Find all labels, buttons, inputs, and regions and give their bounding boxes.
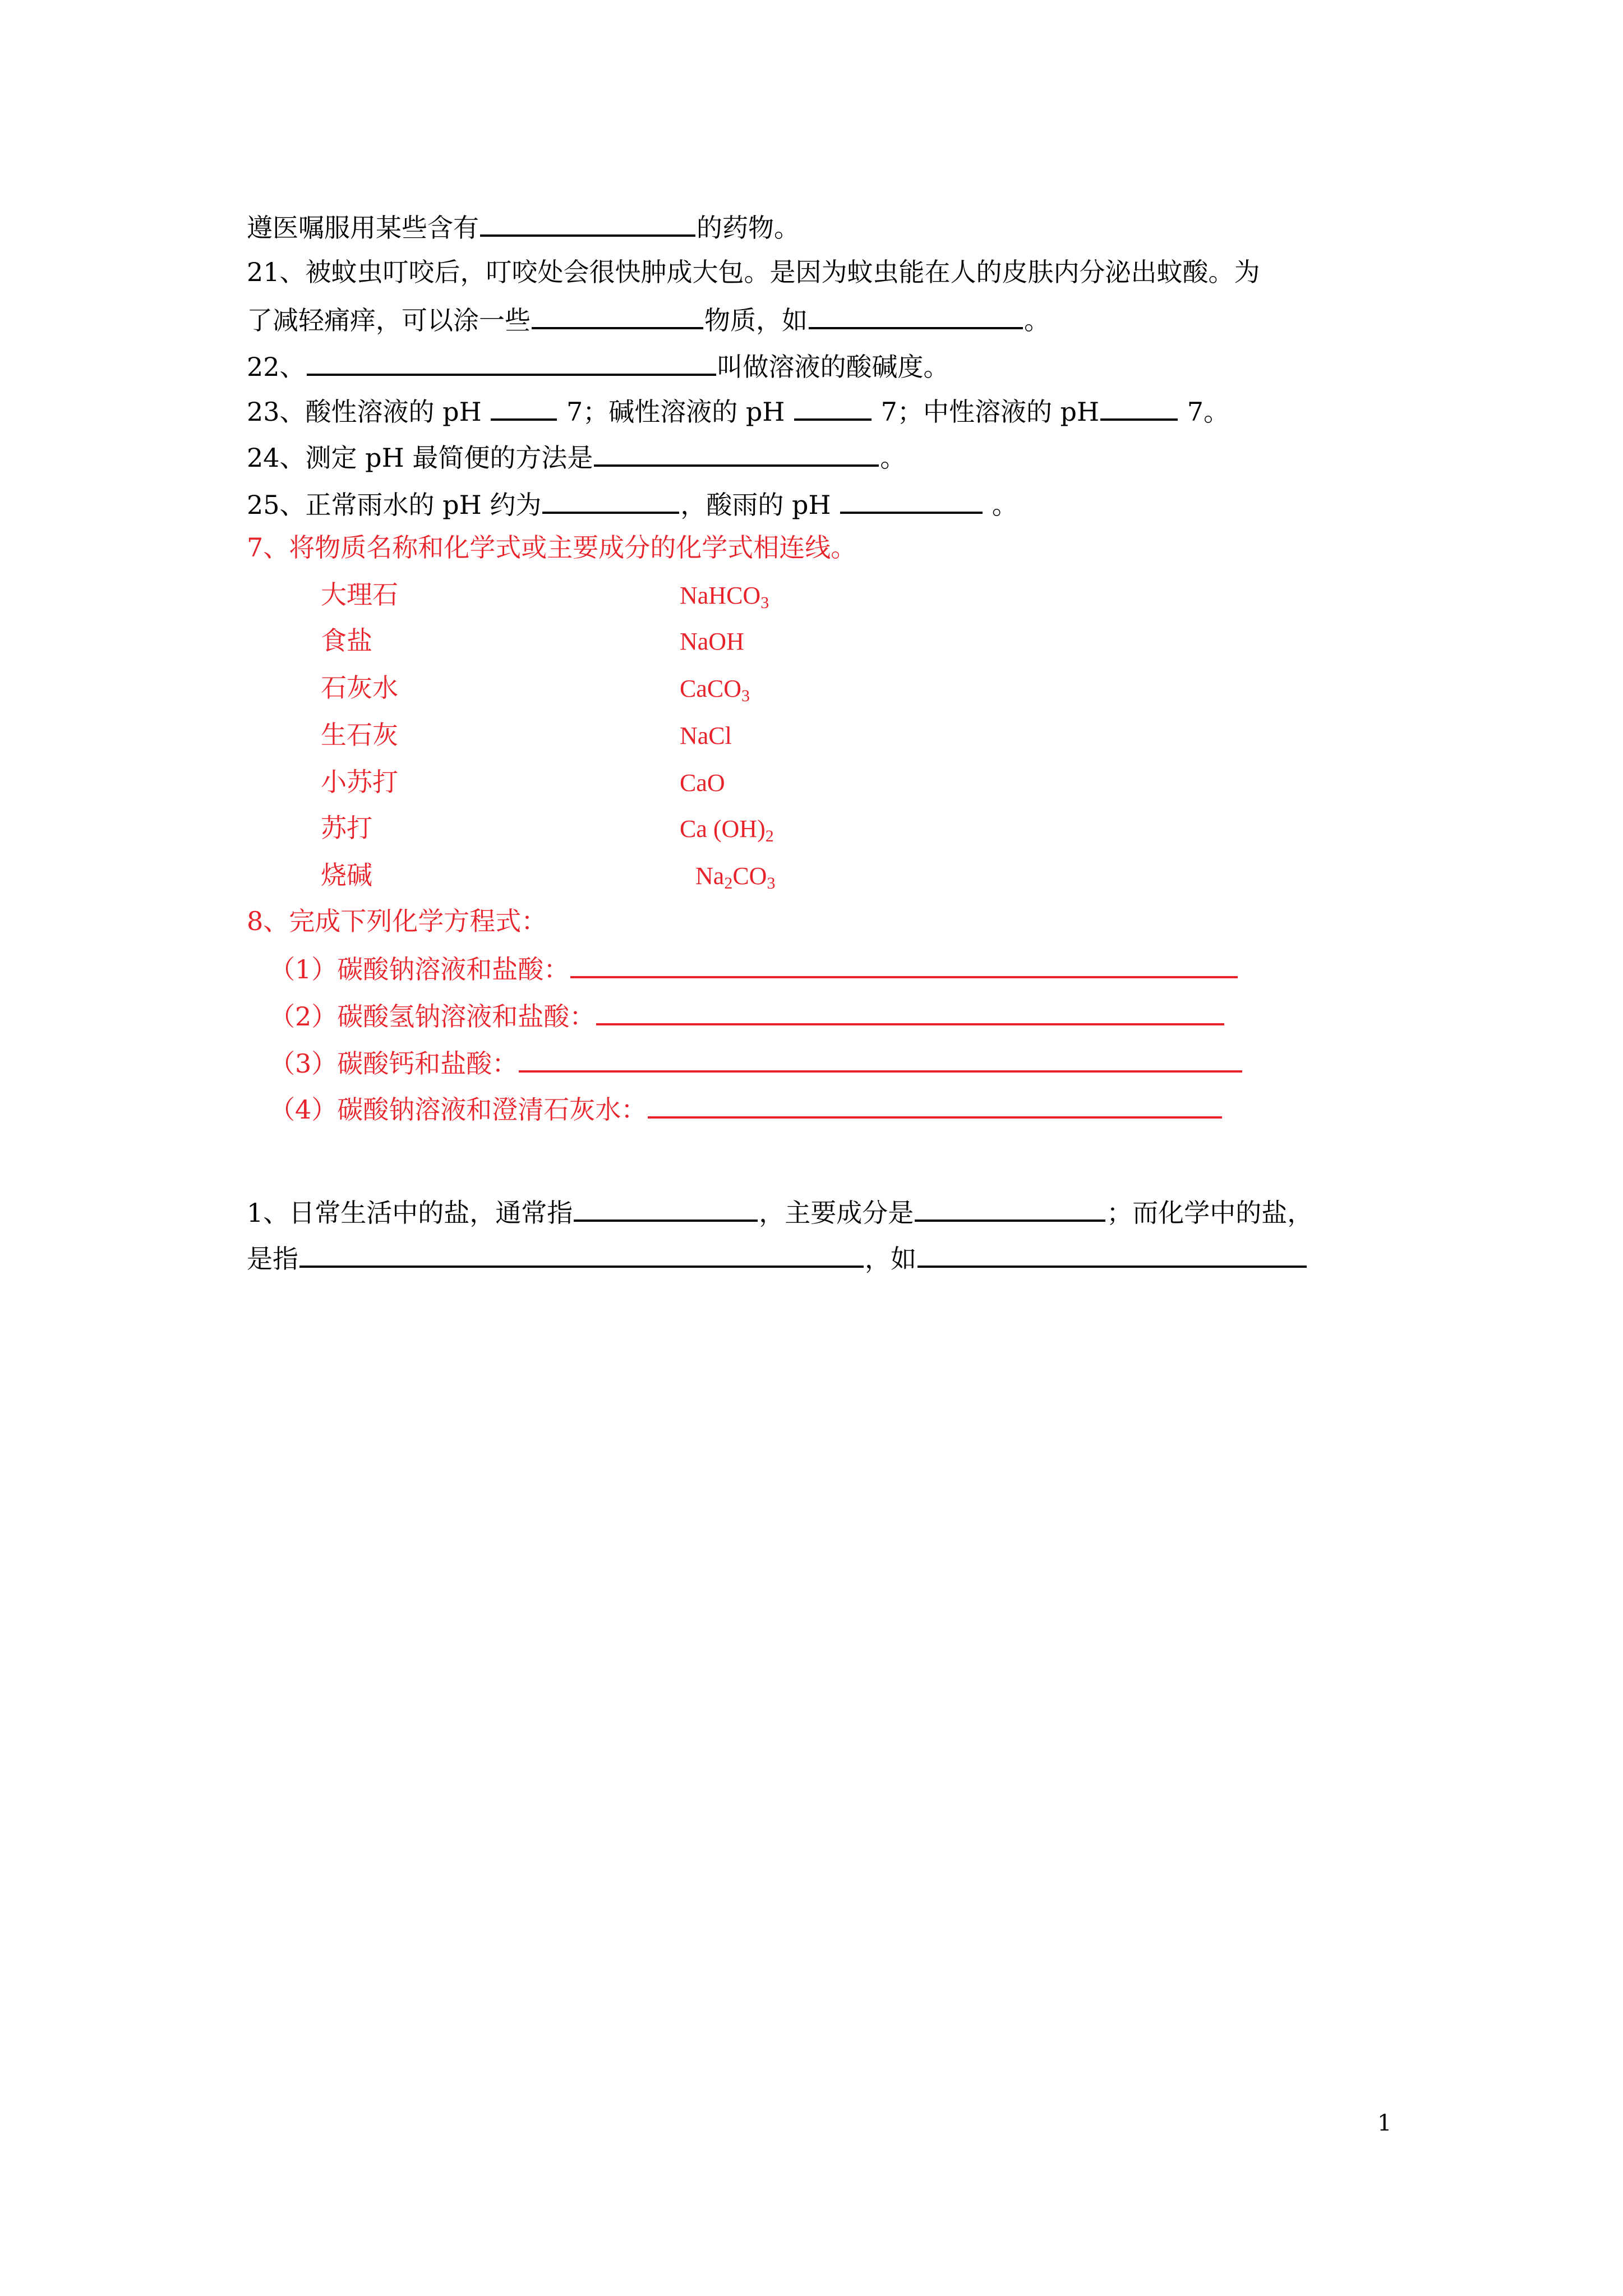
question-25: 25、正常雨水的 pH 约为 ，酸雨的 pH 。 [247, 486, 1018, 519]
equation-item-3: （3）碳酸钙和盐酸： [269, 1045, 1243, 1078]
blank-salt-definition[interactable] [299, 1240, 864, 1268]
question-21-line1: 21、被蚊虫叮咬后，叮咬处会很快肿成大包。是因为蚊虫能在人的皮肤内分泌出蚊酸。为 [247, 257, 1260, 287]
page-number: 1 [1377, 2110, 1392, 2136]
equation-item-2: （2）碳酸氢钠溶液和盐酸： [269, 997, 1225, 1031]
equation-blank-2[interactable] [596, 997, 1224, 1025]
substance-name: 小苏打 [321, 767, 398, 797]
line-medicine: 遵医嘱服用某些含有 的药物。 [247, 209, 800, 242]
substance-name: 大理石 [321, 579, 398, 610]
blank-acid-rain-ph[interactable] [840, 486, 983, 514]
blank-acid-ph[interactable] [491, 393, 557, 421]
section-8-title: 8、完成下列化学方程式： [247, 906, 547, 936]
blank-rain-ph[interactable] [542, 486, 679, 514]
blank-ph-method[interactable] [594, 439, 879, 467]
question-23: 23、酸性溶液的 pH 7；碱性溶液的 pH 7；中性溶液的 pH 7。 [247, 393, 1229, 426]
question-24: 24、测定 pH 最简便的方法是 。 [247, 439, 906, 472]
formula: Ca $(OH)_2$ [680, 815, 774, 845]
blank-base-ph[interactable] [794, 393, 872, 421]
formula: $Na_2CO_3$ [695, 862, 776, 892]
formula: CaCO$_3$ [680, 675, 750, 705]
blank-medicine[interactable] [480, 209, 695, 237]
blank-main-component[interactable] [915, 1194, 1105, 1222]
substance-name: 苏打 [321, 813, 372, 843]
equation-item-4: （4）碳酸钠溶液和澄清石灰水： [269, 1091, 1223, 1124]
section-7-title: 7、将物质名称和化学式或主要成分的化学式相连线。 [247, 532, 857, 563]
equation-blank-3[interactable] [519, 1045, 1242, 1073]
substance-name: 石灰水 [321, 673, 398, 703]
line-medicine-text: 遵医嘱服用某些含有 [247, 213, 479, 243]
equation-item-1: （1）碳酸钠溶液和盐酸： [269, 950, 1239, 984]
question-21-line2: 了减轻痛痒，可以涂一些 物质，如 。 [247, 301, 1050, 335]
formula: NaCl [680, 722, 732, 749]
blank-daily-salt[interactable] [574, 1194, 758, 1222]
blank-neutral-ph[interactable] [1100, 393, 1178, 421]
equation-blank-1[interactable] [570, 950, 1238, 978]
blank-example[interactable] [809, 301, 1023, 329]
formula: NaHCO$_3$ [680, 582, 769, 612]
blank-salt-example[interactable] [917, 1240, 1307, 1268]
question-1-line1: 1、日常生活中的盐，通常指 ，主要成分是 ；而化学中的盐， [247, 1194, 1313, 1227]
blank-substance[interactable] [532, 301, 703, 329]
equation-blank-4[interactable] [648, 1091, 1222, 1119]
blank-ph-definition[interactable] [307, 348, 716, 376]
formula: NaOH [680, 628, 744, 655]
substance-name: 生石灰 [321, 720, 398, 750]
substance-name: 食盐 [321, 625, 372, 656]
substance-name: 烧碱 [321, 860, 372, 890]
question-22: 22、 叫做溶液的酸碱度。 [247, 348, 949, 381]
formula: CaO [680, 769, 725, 797]
question-1-line2: 是指 ，如 [247, 1240, 1308, 1273]
